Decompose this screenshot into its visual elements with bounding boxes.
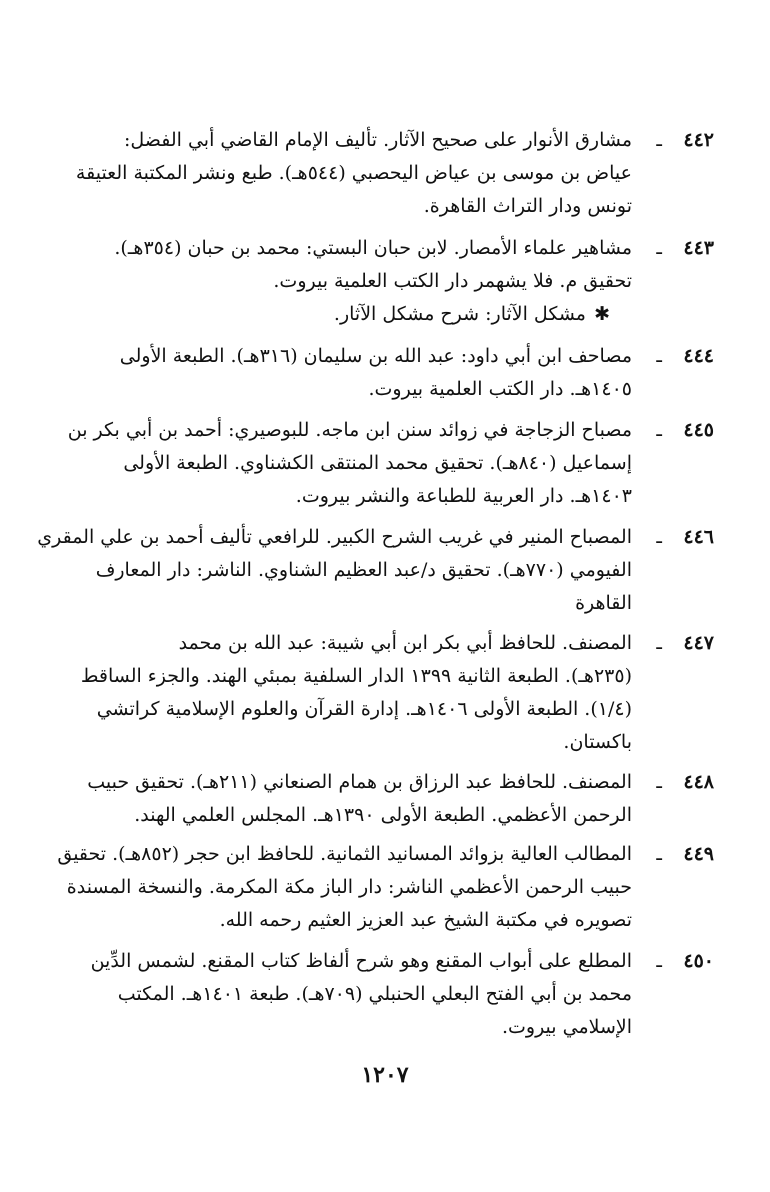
bibliography-entry-442 (75, 124, 714, 223)
bibliography-entry-446 (37, 521, 714, 620)
entry-text (100, 340, 632, 406)
entry-text (57, 838, 632, 937)
entry-line: القاهرة (575, 592, 632, 614)
entry-number: ٤٥٠ (683, 950, 714, 972)
entry-number: ٤٤٣ (683, 237, 714, 259)
entry-line: تصويره في مكتبة الشيخ عبد العزيز العثيم رحمه الله. (219, 909, 632, 931)
entry-text (67, 414, 632, 513)
cross-reference (100, 298, 632, 331)
entry-line: مشارق الأنوار على صحيح الآثار. تأليف الإمام القاضي أبي الفضل: (123, 129, 632, 151)
entry-dash: ـ (656, 345, 662, 367)
entry-line: مصباح الزجاجة في زوائد سنن ابن ماجه. للبوصيري: أحمد بن أبي بكر بن (67, 419, 632, 441)
entry-text (100, 232, 632, 331)
entry-line: المصنف. للحافظ عبد الرزاق بن همام الصنعاني (٢١١هـ). تحقيق حبيب (87, 771, 632, 793)
entry-dash: ـ (656, 526, 662, 548)
entry-line: مصاحف ابن أبي داود: عبد الله بن سليمان (٣١٦هـ). الطبعة الأولى (119, 345, 632, 367)
bibliography-entry-447 (80, 627, 714, 759)
entry-dash: ـ (656, 129, 662, 151)
bibliography-entry-444 (100, 340, 714, 406)
entry-number: ٤٤٢ (683, 129, 714, 151)
page-number: ١٢٠٧ (361, 1062, 409, 1088)
entry-number: ٤٤٩ (683, 843, 714, 865)
entry-line: عياض بن موسى بن عياض اليحصبي (٥٤٤هـ). طبع ونشر المكتبة العتيقة (75, 162, 632, 184)
bibliography-entry-448 (87, 766, 714, 832)
entry-line: الرحمن الأعظمي. الطبعة الأولى ١٣٩٠هـ. المجلس العلمي الهند. (134, 804, 632, 826)
entry-line: إسماعيل (٨٤٠هـ). تحقيق محمد المنتقى الكشناوي. الطبعة الأولى (123, 452, 632, 474)
entry-number: ٤٤٧ (683, 632, 714, 654)
entry-text (87, 766, 632, 832)
bibliography-entry-445 (67, 414, 714, 513)
cross-reference-text: مشكل الآثار: شرح مشكل الآثار. (333, 303, 586, 325)
asterisk-icon: ✱ (594, 303, 610, 325)
entry-number: ٤٤٤ (683, 345, 714, 367)
entry-line: الإسلامي بيروت. (501, 1016, 632, 1038)
bibliography-entry-450 (90, 945, 714, 1044)
entry-dash: ـ (656, 771, 662, 793)
entry-text (37, 521, 632, 620)
entry-line: (٢٣٥هـ). الطبعة الثانية ١٣٩٩ الدار السلفية بمبئي الهند. والجزء الساقط (80, 665, 632, 687)
entry-line: المصباح المنير في غريب الشرح الكبير. للرافعي تأليف أحمد بن علي المقري (37, 526, 632, 548)
entry-line: مشاهير علماء الأمصار. لابن حبان البستي: محمد بن حبان (٣٥٤هـ). (114, 237, 632, 259)
bibliography-entry-443 (100, 232, 714, 331)
entry-line: حبيب الرحمن الأعظمي الناشر: دار الباز مكة المكرمة. والنسخة المسندة (66, 876, 632, 898)
entry-line: المطالب العالية بزوائد المسانيد الثمانية. للحافظ ابن حجر (٨٥٢هـ). تحقيق (57, 843, 632, 865)
bibliography-entry-449 (57, 838, 714, 937)
entry-line: ١٤٠٥هـ. دار الكتب العلمية بيروت. (368, 378, 632, 400)
entry-line: (١/٤). الطبعة الأولى ١٤٠٦هـ. إدارة القرآن والعلوم الإسلامية كراتشي (96, 698, 632, 720)
entry-line: المطلع على أبواب المقنع وهو شرح ألفاظ كتاب المقنع. لشمس الدِّين (90, 950, 632, 972)
entry-dash: ـ (656, 632, 662, 654)
entry-number: ٤٤٦ (683, 526, 714, 548)
entry-line: ١٤٠٣هـ. دار العربية للطباعة والنشر بيروت. (295, 485, 632, 507)
entry-line: تونس ودار التراث القاهرة. (423, 195, 632, 217)
entry-dash: ـ (656, 950, 662, 972)
entry-line: تحقيق م. فلا يشهمر دار الكتب العلمية بيروت. (273, 270, 632, 292)
entry-line: محمد بن أبي الفتح البعلي الحنبلي (٧٠٩هـ). طبعة ١٤٠١هـ. المكتب (117, 983, 632, 1005)
entry-text (75, 124, 632, 223)
entry-number: ٤٤٨ (683, 771, 714, 793)
entry-dash: ـ (656, 419, 662, 441)
entry-line: باكستان. (563, 731, 632, 753)
entry-text (80, 627, 632, 759)
entry-dash: ـ (656, 237, 662, 259)
entry-line: المصنف. للحافظ أبي بكر ابن أبي شيبة: عبد الله بن محمد (178, 632, 632, 654)
entry-number: ٤٤٥ (683, 419, 714, 441)
entry-line: الفيومي (٧٧٠هـ). تحقيق د/عبد العظيم الشناوي. الناشر: دار المعارف (95, 559, 632, 581)
entry-text (90, 945, 632, 1044)
entry-dash: ـ (656, 843, 662, 865)
